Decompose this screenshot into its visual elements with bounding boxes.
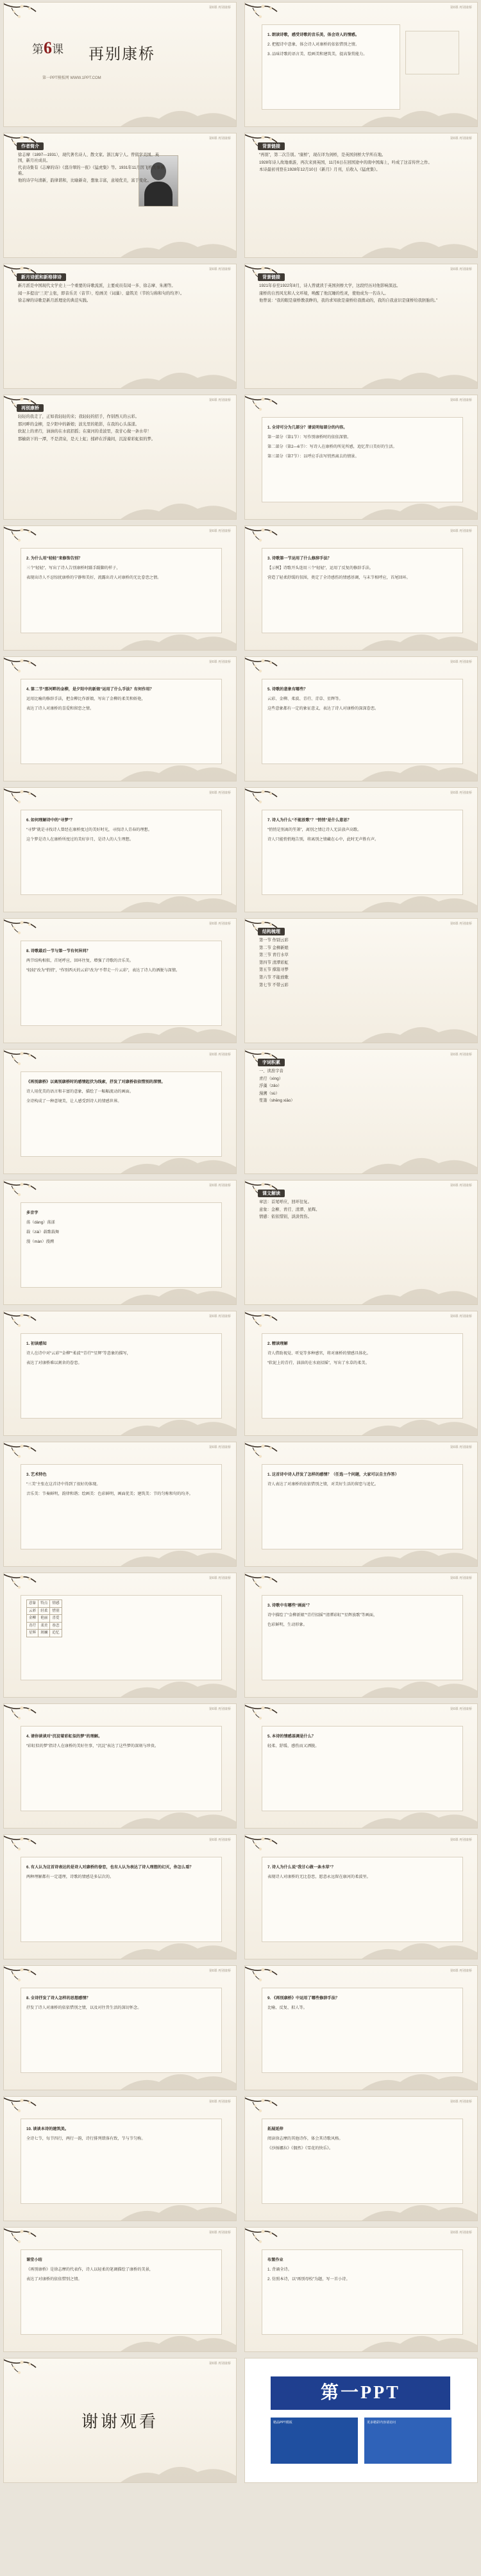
body-line: 第七节 不带云彩: [259, 982, 289, 987]
table-cell: 追忆: [50, 1630, 62, 1637]
slide-body: [18, 284, 224, 306]
body-line: 第三部分（第7节）：以呼应手法写悄然离去的情景。: [267, 454, 359, 459]
table-row: [27, 1622, 62, 1630]
ink-hills-icon: [362, 363, 477, 388]
table-cell: 青荇: [27, 1622, 38, 1630]
body-line: 表达了对康桥难以割舍的眷恋。: [26, 1360, 82, 1365]
slide-body: [262, 2119, 463, 2204]
slide-header: 第6课 再别康桥: [208, 6, 231, 10]
table-cell: 金柳: [27, 1615, 38, 1623]
slide-body: [21, 1202, 222, 1288]
question-line: 5. 诗歌的意象有哪些？: [267, 687, 308, 692]
ink-hills-icon: [121, 101, 236, 126]
slide-analysis2: [4, 1311, 236, 1435]
table-cell: 惜别: [50, 1607, 62, 1615]
body-line: 章法：首尾呼应，回环往复。: [259, 1200, 312, 1204]
slide-q5: [245, 657, 477, 781]
body-line: 三个“轻轻”，写出了诗人告别康桥时蹑手蹑脚的样子，: [26, 565, 121, 570]
slide-header: 第6课 再别康桥: [208, 660, 231, 664]
slide-body: [262, 417, 463, 502]
body-line: 他的诗字句清新，韵律谐和，比喻新奇，想象丰富，意境优美，富于变化。: [18, 178, 151, 183]
slide-title: 结构梳理: [258, 928, 285, 935]
body-line: 诗人用优美的语言和丰富的意象，描绘了一幅幅流动的画面。: [26, 1089, 134, 1094]
body-line: 代表诗集有《志摩的诗》《翡冷翠的一夜》《猛虎集》等。1931年11月因飞机失事遇难。: [18, 166, 165, 176]
body-line: 载（zài）载歌载舞: [26, 1229, 60, 1234]
body-line: 那榆荫下的一潭，不是清泉，是天上虹；揉碎在浮藻间，沉淀着彩虹似的梦。: [18, 436, 156, 441]
slide-header: 第6课 再别康桥: [208, 1576, 231, 1580]
body-line: 漫（màn）漫溯: [26, 1239, 54, 1244]
body-line: 1. 背诵全诗。: [267, 2267, 292, 2272]
body-line: 第五节 撑篙寻梦: [259, 968, 289, 973]
slide-body: [21, 1595, 222, 1680]
slide-header: 第6课 再别康桥: [208, 1969, 231, 1973]
slide-header: 第6课 再别康桥: [450, 137, 472, 141]
ad-slide: [245, 2358, 477, 2482]
imagery-table: [26, 1599, 62, 1637]
body-line: 这些意象都有一定的象征意义，表达了诗人对康桥的深深眷恋。: [267, 706, 379, 711]
body-line: 云彩、金柳、柔波、青荇、青草、星辉等。: [267, 696, 343, 701]
ink-hills-icon: [362, 1279, 477, 1304]
body-line: 表达了诗人对康桥的喜爱和留恋之情。: [26, 706, 94, 711]
table-header: 特点: [38, 1600, 50, 1608]
body-line: 荡（dàng）荡漾: [26, 1220, 55, 1225]
body-line: 漫溯（sù）: [259, 1091, 280, 1096]
body-line: 轻轻的我走了，正如我轻轻的来；我轻轻的招手，作别西天的云彩。: [18, 414, 139, 419]
slide-header: 第6课 再别康桥: [208, 1838, 231, 1842]
body-line: 徐志摩的诗歌是新月派理论的典范实践。: [18, 298, 91, 303]
table-row: [27, 1607, 62, 1615]
slide-header: 第6课 再别康桥: [450, 1446, 472, 1449]
slide-body: [262, 1595, 463, 1680]
slide-title: 背景链接: [258, 273, 285, 281]
body-line: 徐志摩（1897—1931），现代著名诗人、散文家。浙江海宁人。曾留学美国、英国，新月社成员。: [18, 153, 160, 163]
slide-body: [21, 1857, 222, 1942]
slide-body: [259, 938, 466, 990]
slide-header: 第6课 再别康桥: [450, 398, 472, 402]
table-cell: 眷恋: [50, 1622, 62, 1630]
slide-header: 第6课 再别康桥: [450, 1184, 472, 1188]
ink-sketch-image: [405, 31, 459, 74]
body-line: 3. 品味诗歌的语言美、绘画美和建筑美，提高鉴赏能力。: [267, 51, 367, 56]
slide-body: [21, 1988, 222, 2073]
ink-hills-icon: [362, 232, 477, 257]
question-line: 3. 艺术特色: [26, 1472, 47, 1478]
ad-panel: 精品PPT模板: [271, 2418, 358, 2464]
body-line: “彩虹似的梦”指诗人在康桥的美好往事，“沉淀”表达了这些梦的深刻与珍贵。: [26, 1743, 159, 1748]
slide-background2: [245, 264, 477, 388]
slide-body: [21, 1464, 222, 1549]
question-line: 2. 为什么用“轻轻”来修饰告别？: [26, 556, 83, 561]
body-line: 本诗最初刊登在1928年12月10日《新月》月刊，后收入《猛虎集》。: [259, 167, 380, 173]
question-line: 3. 诗歌中有哪些“画面”？: [267, 1603, 312, 1608]
lesson-num: 6: [44, 38, 52, 57]
end-slide: [4, 2358, 236, 2482]
slide-q10: [245, 1573, 477, 1697]
question-line: 4. 请你谈谈对“沉淀着彩虹似的梦”的理解。: [26, 1734, 103, 1739]
slide-grid: [4, 3, 477, 2482]
slide-background: [245, 133, 477, 257]
slide-q18: [245, 2097, 477, 2221]
body-line: “寻梦”就是寻找诗人曾经在康桥度过的美好时光，寻找诗人青春的理想。: [26, 827, 152, 832]
ad-panel: 更多精彩内容请访问: [364, 2418, 451, 2464]
body-line: 【示例】诗歌开头连用三个“轻轻”，运用了反复的修辞手法。: [267, 565, 373, 570]
body-line: 表现诗人对康桥的无比眷恋，愿意永远留在康河的柔波里。: [267, 1874, 371, 1879]
body-line: 第六节 不能放歌: [259, 975, 289, 980]
ink-hills-icon: [121, 493, 236, 519]
body-line: 轻柔、舒缓、感伤而又洒脱。: [267, 1743, 319, 1748]
slide-q19: [4, 2228, 236, 2351]
question-line: 6. 有人认为这首诗表达的是诗人对康桥的眷恋，也有人认为表达了诗人理想的幻灭，你怎么看？: [26, 1865, 194, 1870]
slide-words2: [4, 1181, 236, 1304]
slide-body: [262, 548, 463, 633]
question-line: 课堂小结: [26, 2258, 42, 2263]
slide-q11: [4, 1704, 236, 1828]
slide-analysis: [245, 1181, 477, 1304]
lesson-number: [32, 38, 63, 58]
body-line: 营造了轻柔舒缓的氛围，奠定了全诗感伤的情感基调，与末节相呼应，首尾回环。: [267, 575, 410, 580]
lesson-di: 第: [32, 43, 44, 56]
slide-q14: [245, 1835, 477, 1959]
slide-author: [4, 133, 236, 257]
table-row: [27, 1630, 62, 1637]
table-cell: 斑斓: [38, 1630, 50, 1637]
slide-body: [262, 1464, 463, 1549]
body-line: 表现出诗人不忍惊扰康桥的宁静和美好，流露出诗人对康桥的无比眷恋之情。: [26, 575, 162, 580]
slide-body: [262, 1333, 463, 1419]
slide-q20: [245, 2228, 477, 2351]
slide-header: 第6课 再别康桥: [208, 1184, 231, 1188]
slide-header: 第6课 再别康桥: [208, 2231, 231, 2235]
table-header-row: [27, 1600, 62, 1608]
slide-body: [21, 2119, 222, 2204]
question-line: 1. 这首诗中诗人抒发了怎样的感情？（任选一个问题，大家可以自主作答）: [267, 1472, 399, 1478]
slide-q8: [4, 919, 236, 1043]
body-line: 诗人在诗中对“云彩”“金柳”“柔波”“青荇”“星辉”等意象的描写，: [26, 1351, 131, 1356]
slide-q17: [4, 2097, 236, 2221]
body-line: 情感：依依惜别，淡淡忧伤。: [259, 1215, 312, 1220]
body-line: 色彩鲜明，生动形象。: [267, 1622, 307, 1627]
ink-hills-icon: [121, 2457, 236, 2482]
slide-header: 第6课 再别康桥: [208, 529, 231, 533]
plum-branch-icon: [4, 2358, 38, 2385]
slide-header: 第6课 再别康桥: [450, 1315, 472, 1318]
slide-body: [259, 1200, 466, 1222]
question-line: 1. 朗读诗歌，感受诗歌的音乐美，体会诗人的情感。: [267, 33, 360, 38]
ppt-logo: 第一PPT: [271, 2376, 450, 2410]
slide-q12: [245, 1704, 477, 1828]
slide-title: 再别康桥: [17, 404, 44, 412]
slide-body: [262, 24, 400, 110]
slide-q9: [245, 1442, 477, 1566]
slide-header: 第6课 再别康桥: [450, 1053, 472, 1057]
slide-header: 第6课 再别康桥: [208, 922, 231, 926]
slide-q4: [4, 657, 236, 781]
slide-body: [21, 941, 222, 1026]
slide-header: 第6课 再别康桥: [208, 1446, 231, 1449]
body-line: 1921年春至1922年8月，诗人曾就读于英国剑桥大学，这段经历对他影响深远。: [259, 284, 401, 288]
slide-body: [18, 153, 165, 186]
slide-movement: [4, 264, 236, 388]
slide-body: [21, 1726, 222, 1811]
body-line: “悄悄是别离的笙箫”，离别之情让诗人无法放声高歌。: [267, 827, 362, 832]
question-line: 3. 诗歌第一节运用了什么修辞手法？: [267, 556, 332, 561]
table-row: [27, 1615, 62, 1623]
slide-goals: [245, 3, 477, 126]
table-cell: 艳丽: [38, 1615, 50, 1623]
slide-body: [259, 1069, 466, 1106]
question-line: 8. 全诗抒发了诗人怎样的思想感情？: [26, 1996, 90, 2001]
body-line: 他曾说：“我的眼是康桥教我睁的，我的求知欲是康桥给我拨动的，我的自我意识是康桥给我胚胎的。”: [259, 298, 438, 303]
question-line: 7. 诗人为什么说“我甘心做一条水草”？: [267, 1865, 335, 1870]
slide-table: [4, 1573, 236, 1697]
slide-body: [262, 810, 463, 895]
slide-header: 第6课 再别康桥: [450, 660, 472, 664]
body-line: 笙箫（shēng xiāo）: [259, 1098, 295, 1104]
slide-body: [21, 548, 222, 633]
table-cell: 喜爱: [50, 1615, 62, 1623]
slide-body: [262, 1857, 463, 1942]
body-line: 全诗构成了一种意境美，让人感受到诗人的情感世界。: [26, 1098, 122, 1104]
cover-title: 再别康桥: [89, 46, 155, 63]
table-header: 情感: [50, 1600, 62, 1608]
slide-header: 第6课 再别康桥: [450, 1838, 472, 1842]
slide-q16: [245, 1966, 477, 2090]
body-line: 两种理解都有一定道理，诗歌的情感是多层次的。: [26, 1874, 114, 1879]
slide-q6: [4, 788, 236, 912]
cover-site: 第一PPT模板网 WWW.1PPT.COM: [42, 76, 101, 80]
body-line: 表达了对康桥的依依惜别之情。: [26, 2276, 82, 2282]
body-line: 2. 仿照本诗，以“再别母校”为题，写一首小诗。: [267, 2276, 350, 2282]
slide-body: [21, 1333, 222, 1419]
body-line: 第三节 青荇水草: [259, 953, 289, 958]
slide-header: 第6课 再别康桥: [450, 1707, 472, 1711]
body-line: 第一部分（第1节）：写作别康桥时的依依深情。: [267, 434, 351, 439]
slide-body: [259, 153, 466, 175]
plum-branch-icon: [4, 3, 38, 30]
question-line: 9. 《再别康桥》中运用了哪些修辞手法？: [267, 1996, 340, 2001]
slide-header: 第6课 再别康桥: [208, 2100, 231, 2104]
body-line: 浮藻（zǎo）: [259, 1084, 282, 1089]
cover-slide: [4, 3, 236, 126]
table-cell: 轻柔: [38, 1607, 50, 1615]
body-line: 第四节 清潭彩虹: [259, 960, 289, 965]
question-line: 6. 如何理解诗中的“寻梦”？: [26, 818, 74, 823]
thanks-text: 谢谢观看: [81, 2412, 158, 2431]
body-line: 第一节 作别云彩: [259, 938, 289, 943]
question-line: 《再别康桥》以离别康桥时的感情起伏为线索，抒发了对康桥依依惜别的深情。: [26, 1080, 165, 1085]
body-line: 诗人只能悄悄地告别，将离别之情藏在心中，此时无声胜有声。: [267, 837, 379, 842]
slide-header: 第6课 再别康桥: [450, 922, 472, 926]
slide-q2: [4, 526, 236, 650]
body-line: 那河畔的金柳，是夕阳中的新娘；波光里的艳影，在我的心头荡漾。: [18, 422, 139, 427]
question-line: 2. 精读理解: [267, 1342, 288, 1347]
body-line: 2. 把握诗中意象，体会诗人对康桥的依依惜别之情。: [267, 42, 360, 47]
slide-body: [21, 679, 222, 764]
slide-title: 课文解读: [258, 1190, 285, 1197]
slide-header: 第6课 再别康桥: [450, 2100, 472, 2104]
body-line: 两节结构相似，首尾呼应，回环往复，增强了诗歌的音乐美。: [26, 958, 134, 963]
slide-body: [262, 1988, 463, 2073]
slide-read: [245, 1311, 477, 1435]
body-line: 新月派是中国现代文学史上一个重要的诗歌流派，主要成员有闻一多、徐志摩、朱湘等。: [18, 284, 176, 288]
slide-header: 第6课 再别康桥: [450, 268, 472, 271]
body-line: 软泥上的青荇，油油的在水底招摇；在康河的柔波里，我甘心做一条水草！: [18, 429, 151, 434]
body-line: 运用比喻的修辞手法，把金柳比作新娘，写出了金柳的柔美和娇艳，: [26, 696, 146, 701]
slide-words: [245, 1050, 477, 1173]
body-line: “再别”，第二次告别。“康桥”，现在译为剑桥，是英国剑桥大学所在地。: [259, 153, 386, 157]
slide-title: 字词积累: [258, 1059, 285, 1066]
body-line: 一、读准字音: [259, 1069, 283, 1073]
question-line: 多音字: [26, 1211, 38, 1216]
slide-title: 背景链接: [258, 142, 285, 150]
lesson-ke: 课: [52, 43, 63, 56]
slide-header: 第6课 再别康桥: [208, 1707, 231, 1711]
slide-q13: [4, 1835, 236, 1959]
slide-poem: [4, 395, 236, 519]
body-line: 1928年诗人故地重游，再次来到英国，11月6日在回国途中的南中国海上，吟成了这首传世之作。: [259, 160, 432, 165]
table-cell: 柔美: [38, 1622, 50, 1630]
slide-body: [21, 2249, 222, 2335]
slide-title: 新月诗派和新格律诗: [17, 273, 66, 281]
slide-header: 第6课 再别康桥: [450, 2231, 472, 2235]
body-line: 《再别康桥》是徐志摩的代表作，诗人以轻柔的笔调描绘了康桥的美景，: [26, 2267, 153, 2272]
slide-q3: [245, 526, 477, 650]
body-line: 第二部分（第2—6节）：写诗人在康桥的所见所感，追忆昔日美好的生活。: [267, 444, 397, 449]
slide-art: [4, 1442, 236, 1566]
slide-header: 第6课 再别康桥: [208, 1053, 231, 1057]
ink-hills-icon: [362, 1017, 477, 1043]
table-header: 意象: [27, 1600, 38, 1608]
slide-header: 第6课 再别康桥: [208, 137, 231, 141]
table-cell: 星辉: [27, 1630, 38, 1637]
table-cell: 云彩: [27, 1607, 38, 1615]
slide-title: 作者简介: [17, 142, 44, 150]
question-line: 拓展延伸: [267, 2127, 283, 2132]
slide-header: 第6课 再别康桥: [450, 1969, 472, 1973]
slide-body: [18, 414, 224, 444]
body-line: 诗人借助视觉、听觉等多种感官，将对康桥的情感具体化。: [267, 1351, 371, 1356]
body-line: 《沙扬娜拉》《偶然》《雪花的快乐》。: [267, 2145, 333, 2151]
question-line: 1. 全诗可分为几部分？请说明每部分的内容。: [267, 425, 348, 431]
ink-hills-icon: [362, 1148, 477, 1173]
body-line: 比喻、反复、拟人等。: [267, 2005, 307, 2010]
body-line: 闻一多提出“三美”主张，即音乐美（音节）、绘画美（词藻）、建筑美（节的匀称和句的均齐）。: [18, 291, 185, 296]
question-line: 1. 初读感知: [26, 1342, 47, 1347]
slide-header: 第6课 再别康桥: [450, 1576, 472, 1580]
slide-body: [262, 1726, 463, 1811]
slide-header: 第6课 再别康桥: [208, 398, 231, 402]
slide-header: 第6课 再别康桥: [208, 2362, 231, 2366]
body-line: 意象：金柳、青荇、清潭、星辉。: [259, 1207, 320, 1212]
question-line: 7. 诗人为什么“不能放歌”？“悄悄”是什么意思？: [267, 818, 351, 823]
slide-header: 第6课 再别康桥: [450, 6, 472, 10]
body-line: 全诗七节，每节四行，两行一韵，诗行排列错落有致，节与节匀称。: [26, 2136, 146, 2141]
slide-q15: [4, 1966, 236, 2090]
body-line: “三美”主张在这首诗中得到了很好的体现。: [26, 1481, 101, 1487]
question-line: 布置作业: [267, 2258, 283, 2263]
body-line: 诗人表达了对康桥的依依惜别之情，对美好生活的留恋与追忆。: [267, 1481, 379, 1487]
slide-header: 第6课 再别康桥: [208, 791, 231, 795]
body-line: 阅读徐志摩的其他诗作，体会其诗歌风格。: [267, 2136, 343, 2141]
body-line: 青荇（xìng）: [259, 1076, 283, 1081]
slide-header: 第6课 再别康桥: [208, 1315, 231, 1318]
slide-header: 第6课 再别康桥: [208, 268, 231, 271]
slide-q1: [245, 395, 477, 519]
ink-hills-icon: [121, 232, 236, 257]
body-line: 音乐美：节奏鲜明，韵律和谐；绘画美：色彩鲜明，画面优美；建筑美：节的匀称和句的均齐。: [26, 1491, 193, 1496]
slide-body: [262, 2249, 463, 2335]
body-line: 抒发了诗人对康桥的依依惜别之情，以及对往昔生活的深切怀念。: [26, 2005, 142, 2010]
slide-body: [21, 1071, 222, 1157]
question-line: 5. 本诗的情感基调是什么？: [267, 1734, 316, 1739]
body-line: “软泥上的青荇，油油的在水底招摇”，写出了水草的柔美。: [267, 1360, 369, 1365]
slide-feature: [4, 1050, 236, 1173]
slide-body: [21, 810, 222, 895]
slide-body: [259, 284, 466, 306]
slide-header: 第6课 再别康桥: [450, 791, 472, 795]
body-line: 康桥的自然风光和人文环境，唤醒了他沉睡的性灵，使他成为一名诗人。: [259, 291, 389, 296]
slide-header: 第6课 再别康桥: [450, 529, 472, 533]
body-line: 这个梦是诗人在康桥所度过的美好岁月，是诗人的人生理想。: [26, 837, 134, 842]
slide-structure: [245, 919, 477, 1043]
slide-q7: [245, 788, 477, 912]
slide-body: [262, 679, 463, 764]
body-line: 第二节 金柳新娘: [259, 945, 289, 950]
body-line: “轻轻”改为“悄悄”，“作别西天的云彩”改为“不带走一片云彩”，表达了诗人的洒脱与深情。: [26, 968, 180, 973]
question-line: 4. 第二节“那河畔的金柳，是夕阳中的新娘”运用了什么手法？有何作用？: [26, 687, 154, 692]
body-line: 诗中描绘了“金柳新娘”“青荇招摇”“清潭彩虹”“星辉放歌”等画面，: [267, 1612, 378, 1617]
question-line: 10. 谈谈本诗的建筑美。: [26, 2127, 69, 2132]
ink-hills-icon: [121, 363, 236, 388]
question-line: 8. 诗歌最后一节与第一节有何异同？: [26, 949, 90, 954]
